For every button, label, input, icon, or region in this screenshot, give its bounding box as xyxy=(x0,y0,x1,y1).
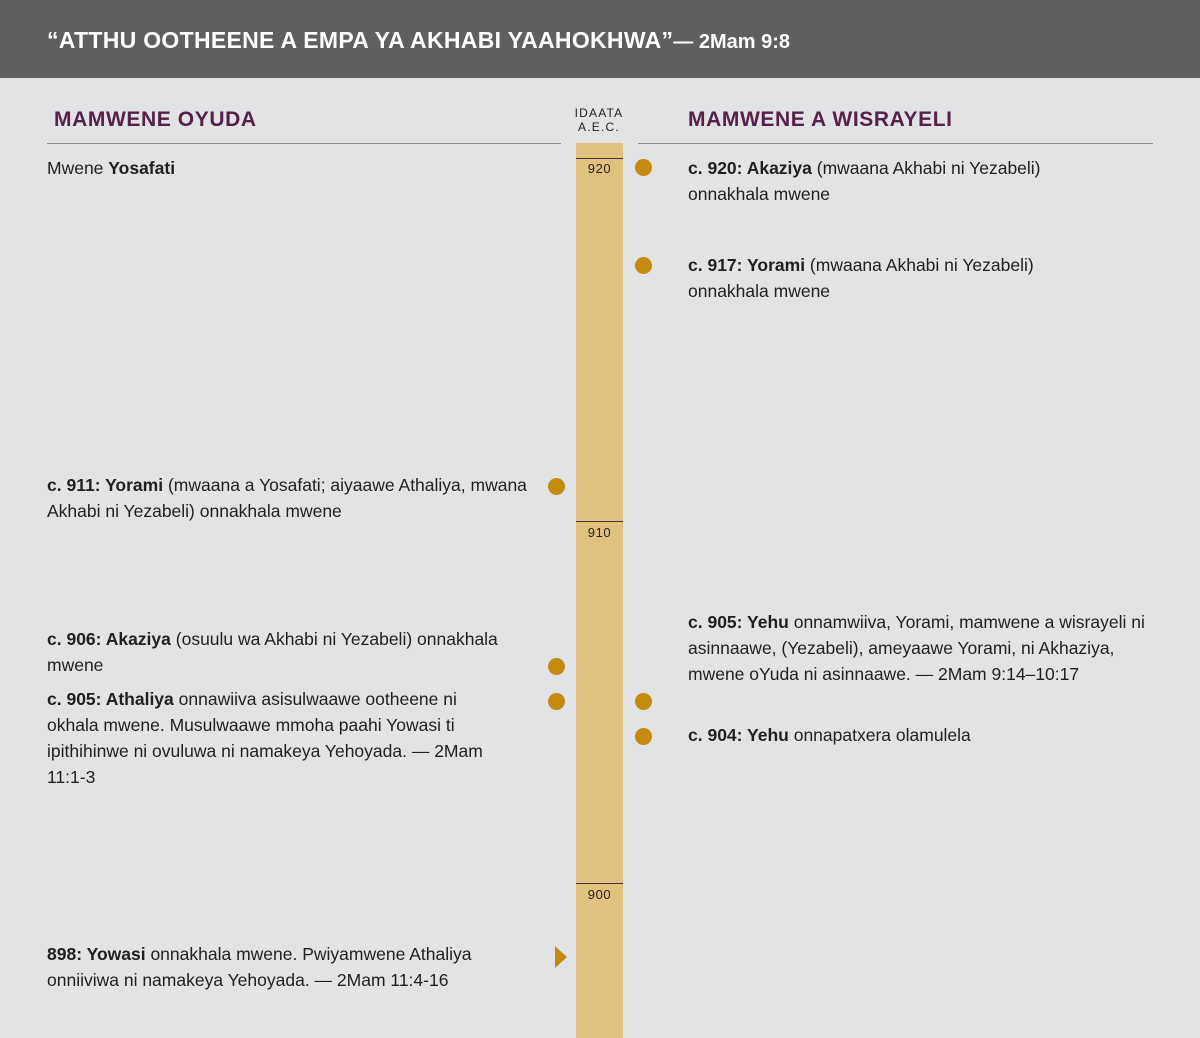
right-column-heading: MAMWENE A WISRAYELI xyxy=(688,108,953,131)
event-text: (mwaana Akhabi ni Yezabeli) onnakhala mwene xyxy=(688,158,1041,204)
marker-left-906 xyxy=(548,658,565,675)
tick-label-900: 900 xyxy=(587,887,612,902)
tick-line-910 xyxy=(576,521,623,522)
marker-arrow-898 xyxy=(555,946,567,968)
event-title: 898: Yowasi xyxy=(47,944,146,964)
marker-right-920 xyxy=(635,159,652,176)
event-text: onnakhala mwene. Pwiyamwene Athaliya onniiviwa ni namakeya Yehoyada. — 2Mam 11:4-16 xyxy=(47,944,472,990)
tick-line-900 xyxy=(576,883,623,884)
left-event-yosafati xyxy=(47,155,537,181)
marker-right-904 xyxy=(635,728,652,745)
axis-label-line1: IDAATA xyxy=(574,106,624,120)
tick-label-920: 920 xyxy=(587,161,612,176)
left-heading-rule xyxy=(47,143,561,144)
event-title: c. 905: Yehu xyxy=(688,612,789,632)
tick-label-910: 910 xyxy=(587,525,612,540)
event-text: (mwaana a Yosafati; aiyaawe Athaliya, mwana Akhabi ni Yezabeli) onnakhala mwene xyxy=(47,475,527,521)
event-text: (mwaana Akhabi ni Yezabeli) onnakhala mwene xyxy=(688,255,1034,301)
marker-right-917 xyxy=(635,257,652,274)
page-title: “ATTHU OOTHEENE A EMPA YA AKHABI YAAHOKHWA” xyxy=(47,27,674,53)
left-event-898 xyxy=(47,941,497,993)
right-heading-rule xyxy=(638,143,1153,144)
event-text: onnapatxera olamulela xyxy=(788,725,971,745)
event-title: c. 906: Akaziya xyxy=(47,629,171,649)
marker-left-905 xyxy=(548,693,565,710)
right-event-920 xyxy=(688,155,1108,207)
right-event-917 xyxy=(688,252,1108,304)
page-header xyxy=(0,0,1200,78)
right-event-904 xyxy=(688,722,1158,748)
left-column-heading: MAMWENE OYUDA xyxy=(54,108,257,131)
left-event-905 xyxy=(47,686,497,790)
event-title: Yosafati xyxy=(108,158,176,178)
event-title: c. 905: Athaliya xyxy=(47,689,174,709)
title-reference: — 2Mam 9:8 xyxy=(673,31,791,53)
marker-right-905 xyxy=(635,693,652,710)
timeline-bar xyxy=(576,143,623,1038)
timeline-axis-label xyxy=(566,106,632,134)
event-title: c. 904: Yehu xyxy=(688,725,789,745)
left-event-911 xyxy=(47,472,527,524)
event-title: c. 920: Akaziya xyxy=(688,158,812,178)
marker-left-911 xyxy=(548,478,565,495)
event-text: onnawiiva asisulwaawe ootheene ni okhala mwene. Musulwaawe mmoha paahi Yowasi ti ipithihinwe ni ovuluwa ni namakeya Yehoyada. — 2Mam 11:1-3 xyxy=(47,689,483,787)
event-text: (osuulu wa Akhabi ni Yezabeli) onnakhala mwene xyxy=(47,629,498,675)
event-lead: Mwene xyxy=(47,158,109,178)
event-text: onnamwiiva, Yorami, mamwene a wisrayeli ni asinnaawe, (Yezabeli), ameyaawe Yorami, ni Akhaziya, mwene oYuda ni asinnaawe. — 2Mam 9:14–10:17 xyxy=(688,612,1145,684)
right-event-905 xyxy=(688,609,1158,687)
event-title: c. 917: Yorami xyxy=(688,255,806,275)
tick-line-920 xyxy=(576,158,623,159)
left-event-906 xyxy=(47,626,527,678)
axis-label-line2: A.E.C. xyxy=(578,120,620,134)
event-title: c. 911: Yorami xyxy=(47,475,164,495)
